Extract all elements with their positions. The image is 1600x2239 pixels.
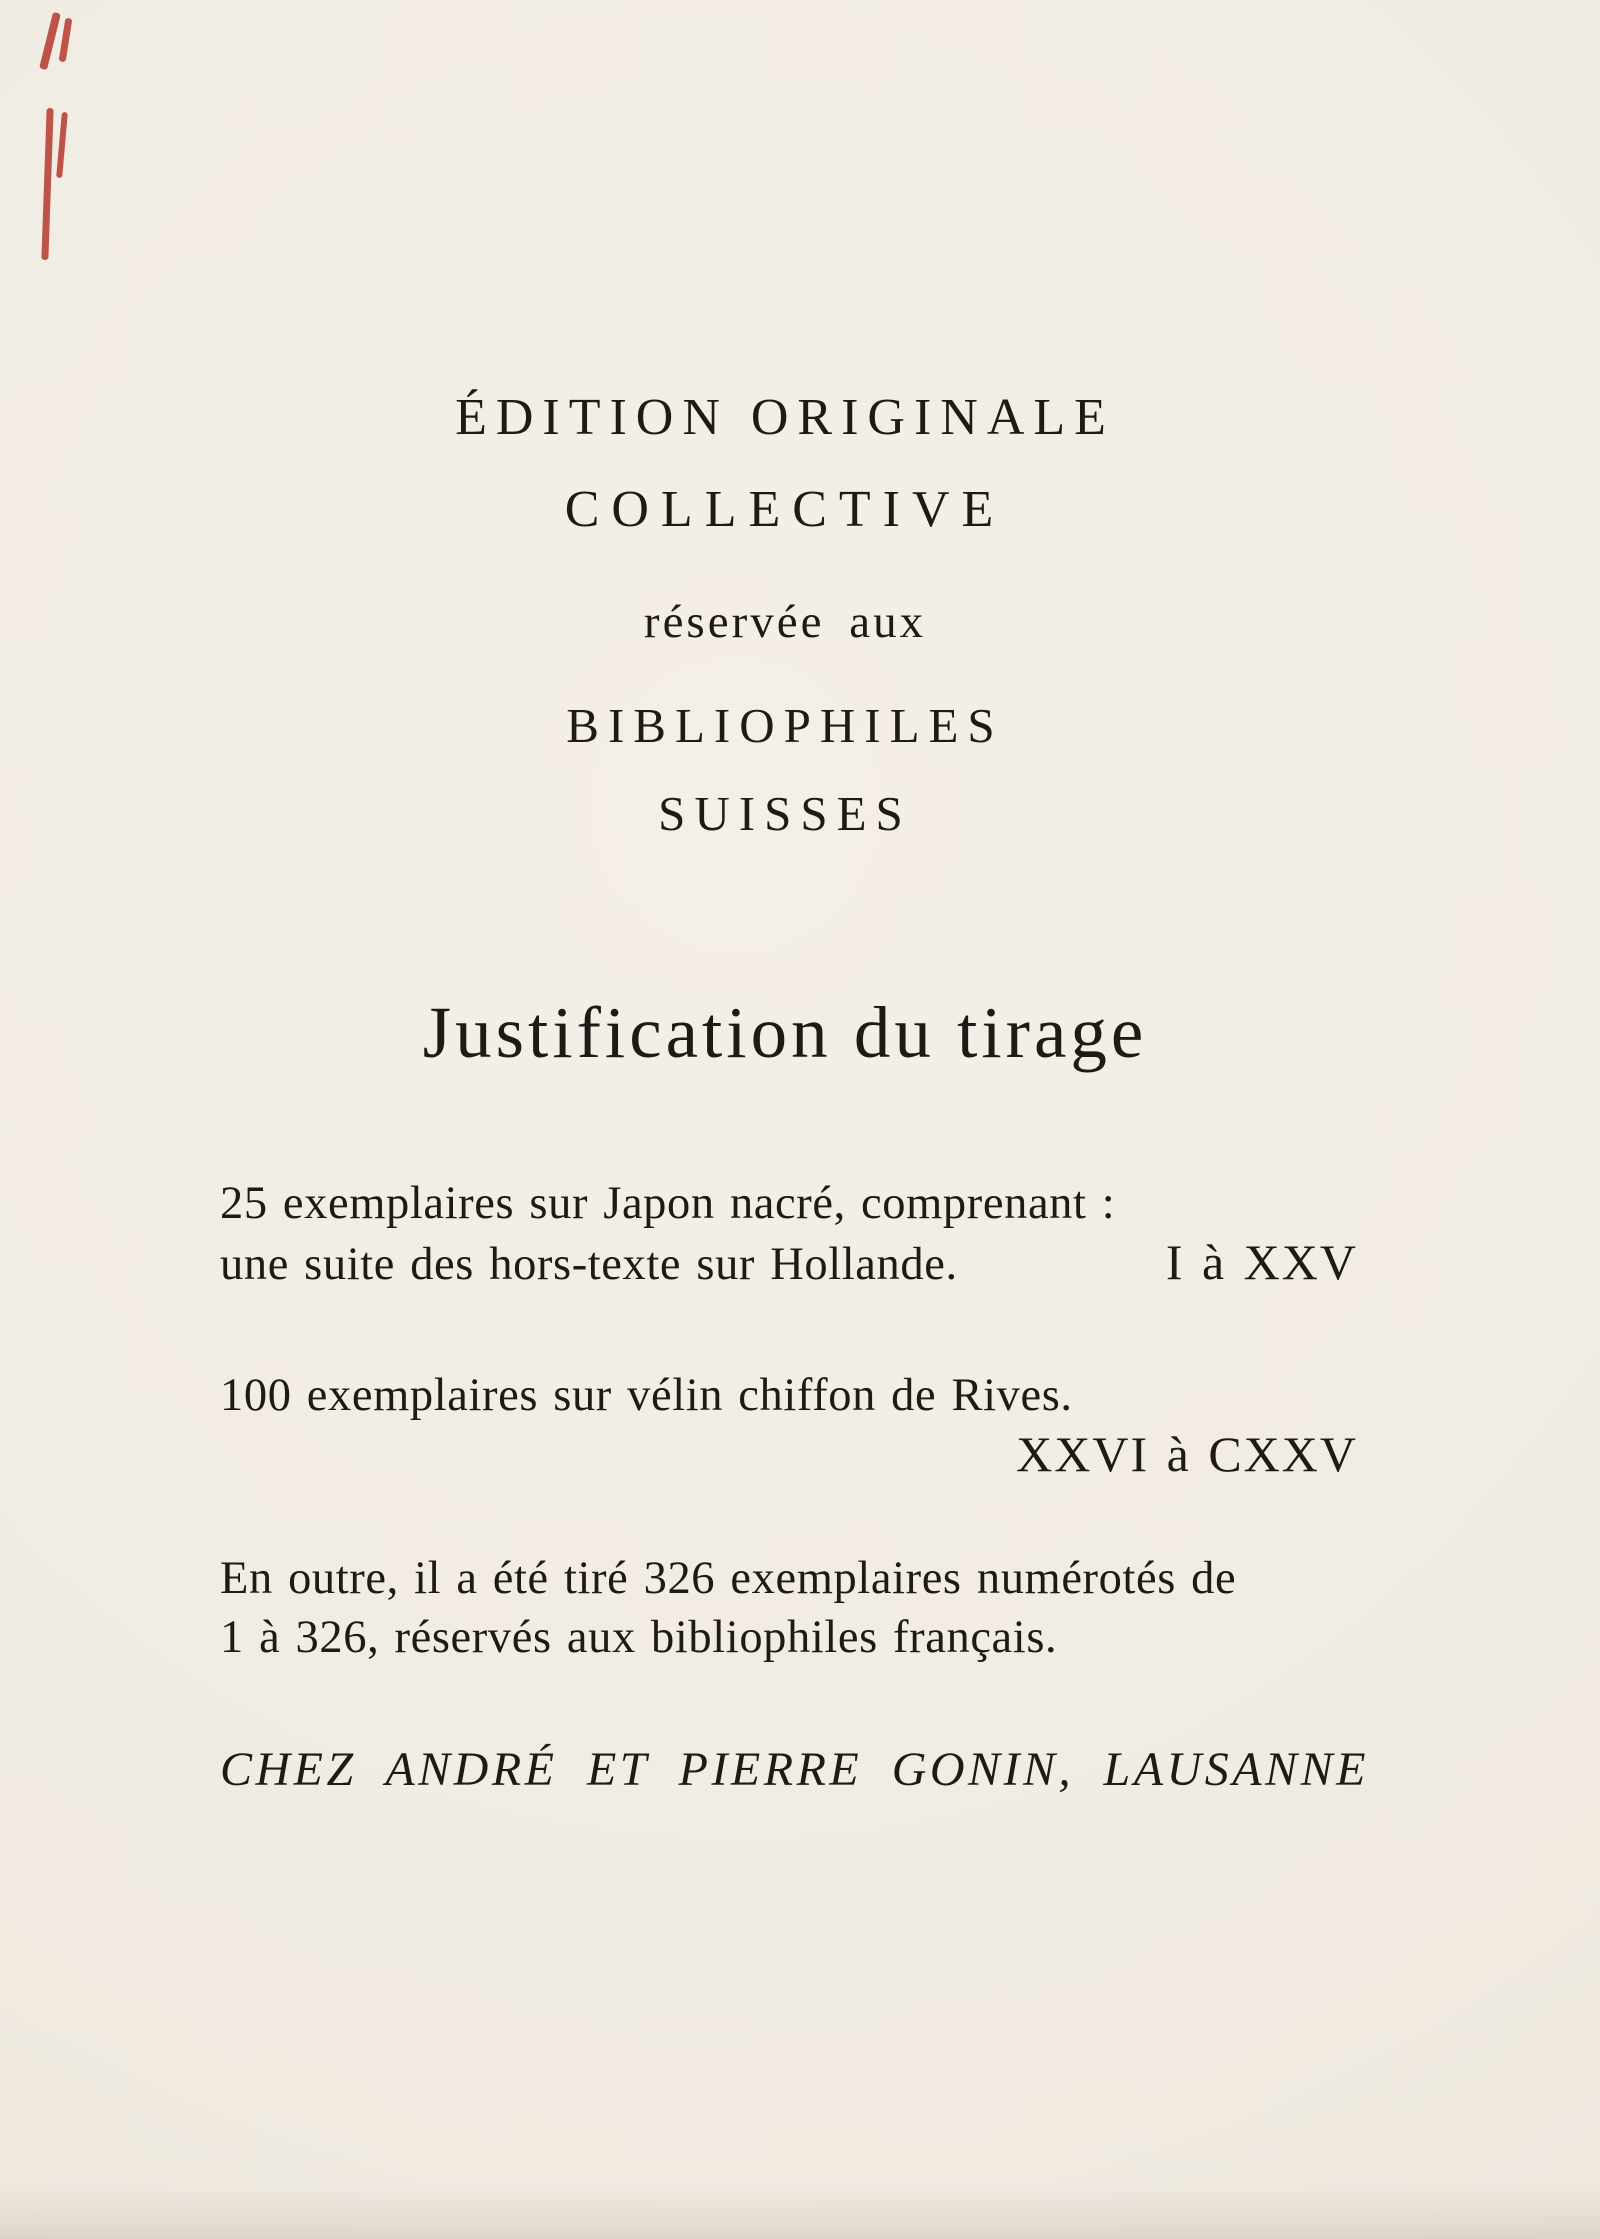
edition-title-line1: ÉDITION ORIGINALE <box>455 389 1115 446</box>
entry-line: une suite des hors-texte sur Hollande. <box>220 1239 958 1290</box>
tirage-entry-francais <box>220 1549 1358 1667</box>
tirage-entry-rives <box>220 1366 1358 1484</box>
suisses-line: SUISSES <box>658 786 912 841</box>
copy-numbering: XXVI à CXXV <box>1016 1426 1358 1482</box>
bibliophiles-line: BIBLIOPHILES <box>566 698 1004 753</box>
red-ink-mark <box>59 18 73 63</box>
entry-line: En outre, il a été tiré 326 exemplaires numérotés de <box>220 1553 1237 1604</box>
entry-line: 1 à 326, réservés aux bibliophiles français. <box>220 1612 1058 1663</box>
edition-title-line2: COLLECTIVE <box>564 481 1006 538</box>
red-ink-mark <box>56 112 68 178</box>
tirage-entry-japon <box>220 1174 1358 1294</box>
red-ink-mark <box>39 12 61 70</box>
entry-line: 100 exemplaires sur vélin chiffon de Rives. <box>220 1370 1073 1421</box>
copy-numbering: I à XXV <box>1165 1234 1358 1290</box>
publisher-imprint: CHEZ ANDRÉ ET PIERRE GONIN, LAUSANNE <box>220 1743 1369 1796</box>
edition-subtitle: réservée aux <box>643 596 927 648</box>
section-title: Justification du tirage <box>422 992 1148 1073</box>
entry-line: 25 exemplaires sur Japon nacré, comprenant : <box>220 1178 1116 1229</box>
red-ink-mark <box>41 108 53 260</box>
